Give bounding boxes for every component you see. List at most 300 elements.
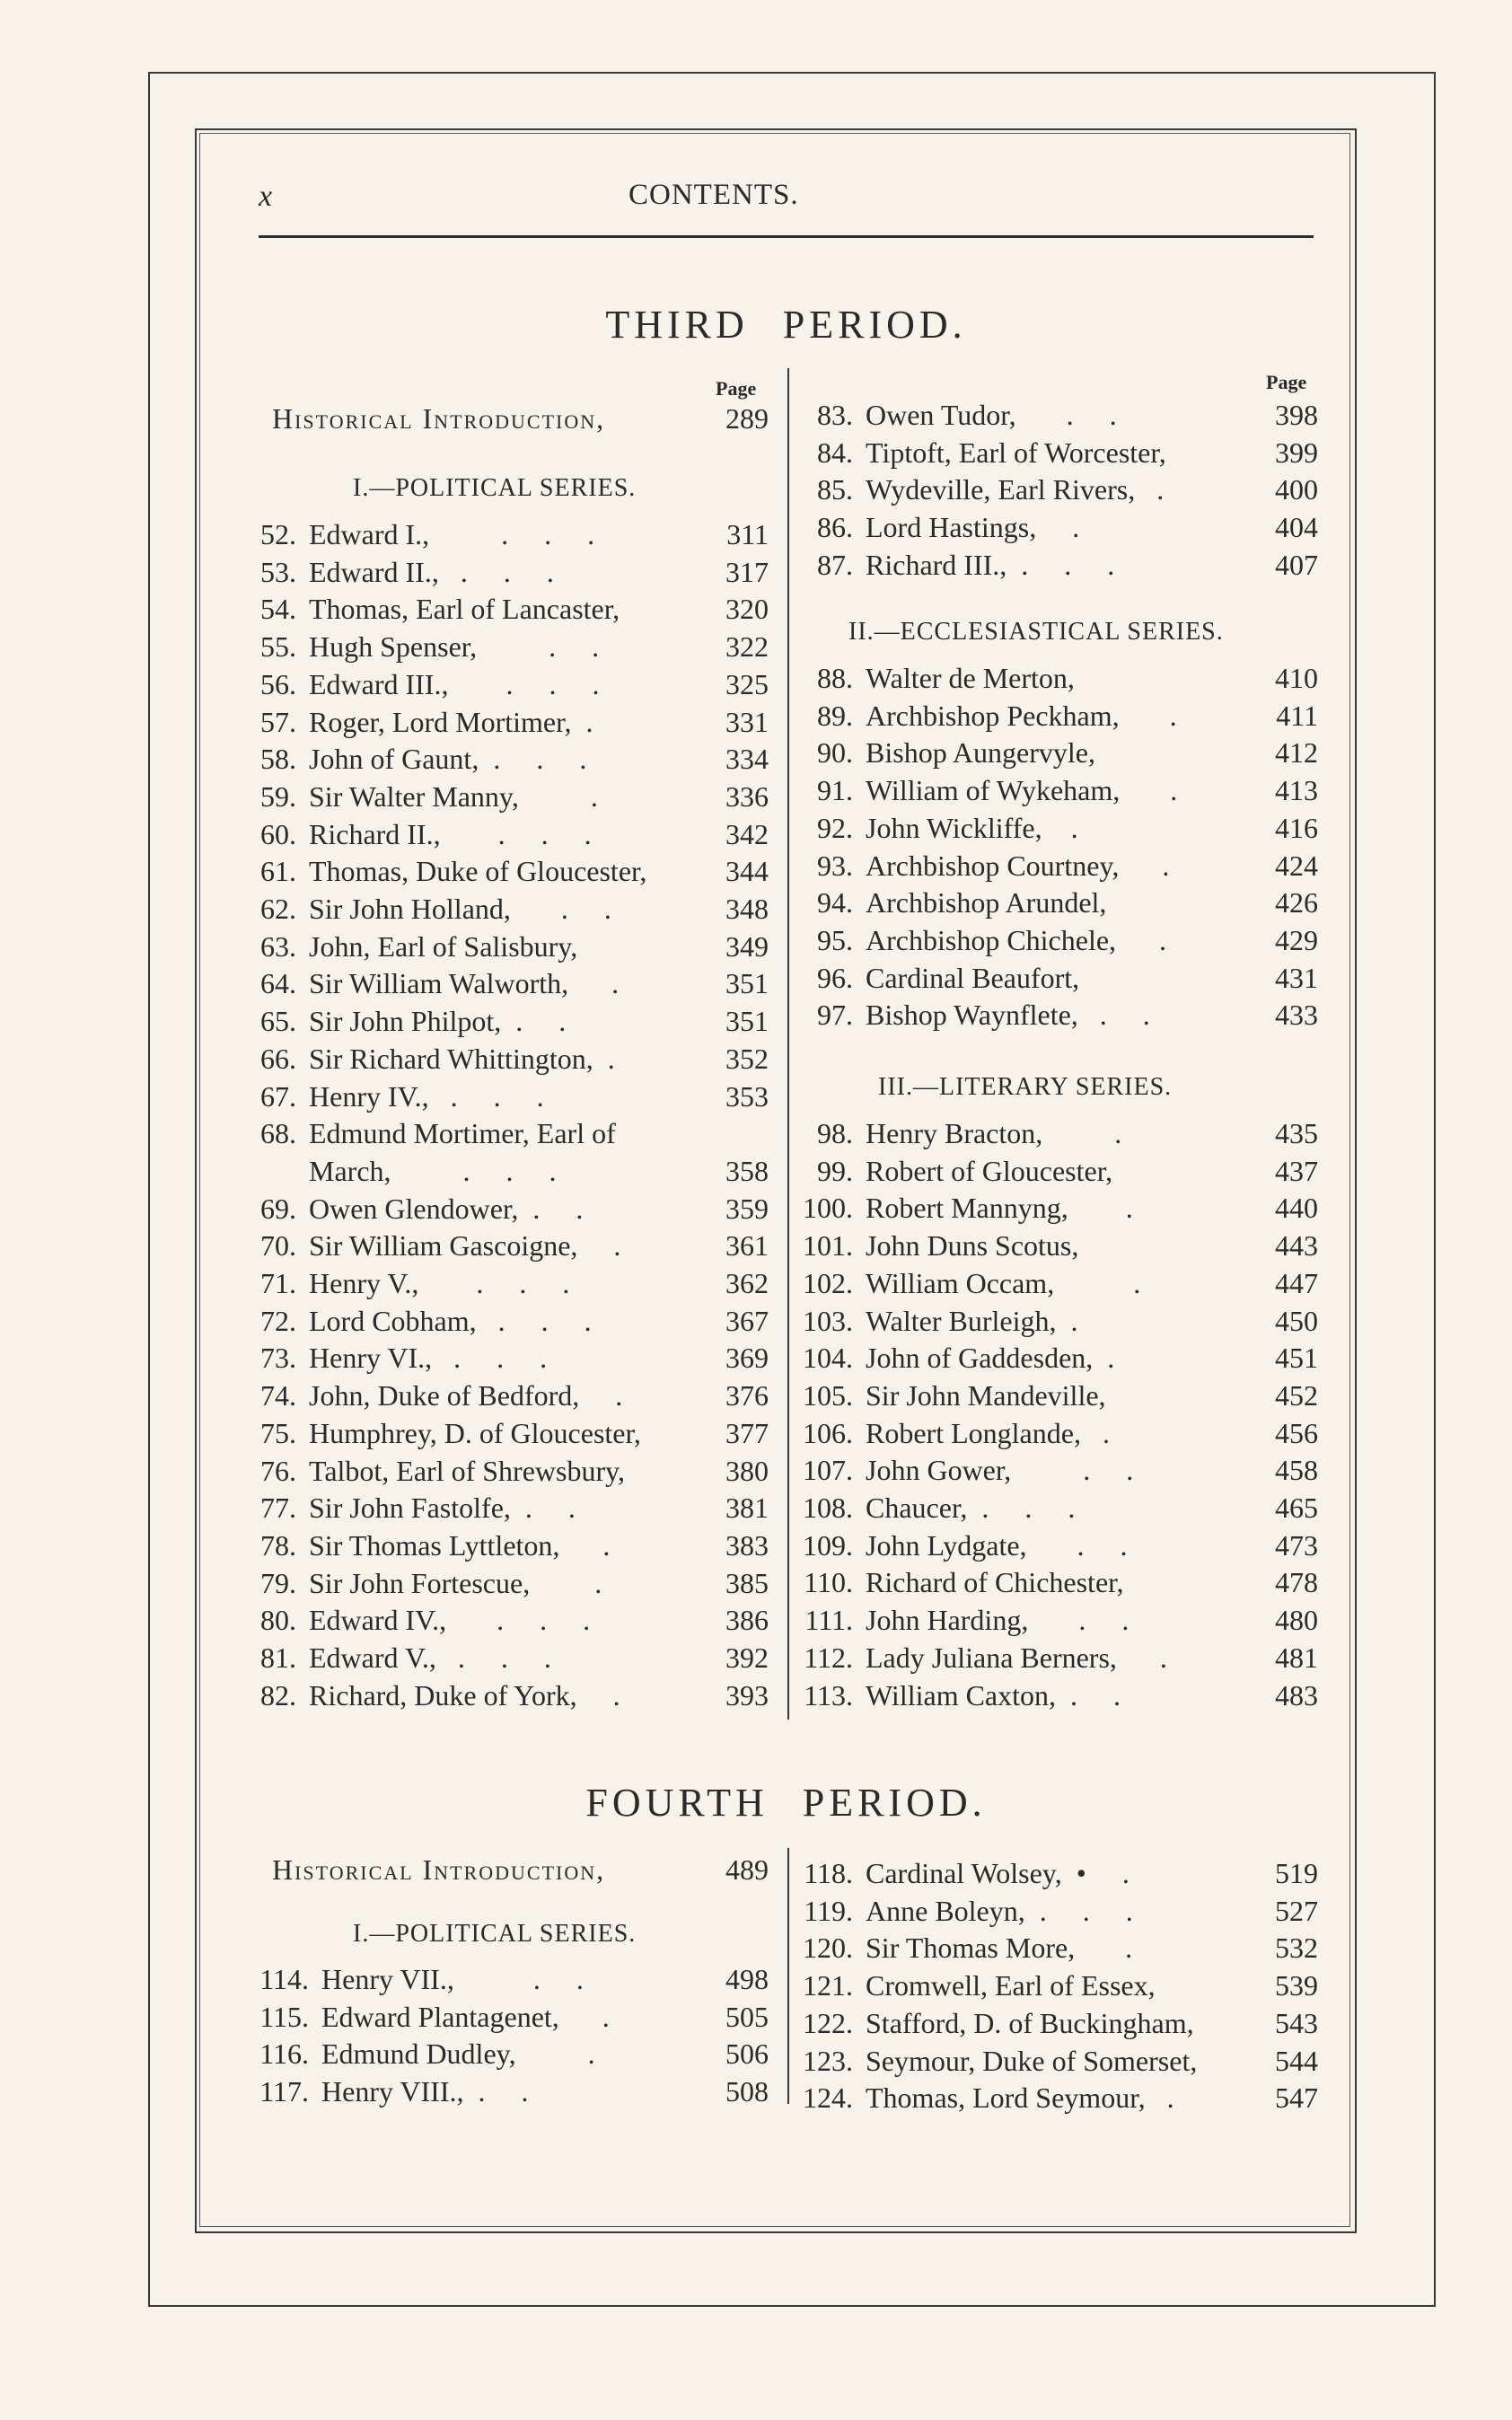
entry-page: 413 [1275, 774, 1318, 807]
entry-number: 79. [260, 1566, 296, 1599]
entry-title: Walter Burleigh, . [866, 1304, 1078, 1337]
entry-title: Stafford, D. of Buckingham, [866, 2006, 1194, 2039]
entry-page: 412 [1275, 736, 1318, 770]
entry-title: John Harding, . . [866, 1604, 1130, 1637]
toc-entry [253, 967, 769, 1005]
entry-number: 65. [260, 1005, 296, 1038]
entry-number: 93. [817, 849, 853, 882]
entry-number: 53. [260, 555, 296, 588]
entry-page: 483 [1275, 1678, 1318, 1712]
entry-number: 78. [260, 1528, 296, 1562]
toc-entry [796, 662, 1318, 700]
entry-title: Henry Bracton, . [866, 1117, 1122, 1149]
entry-page: 322 [725, 630, 769, 664]
entry-title: John, Earl of Salisbury, [309, 929, 578, 963]
toc-entry [253, 1641, 769, 1679]
entry-number: 109. [803, 1528, 853, 1562]
entry-page: 376 [725, 1379, 769, 1412]
entry-page: 527 [1275, 1894, 1318, 1927]
toc-entry [796, 962, 1318, 999]
toc-entry [796, 2007, 1318, 2045]
entry-number: 74. [260, 1379, 296, 1412]
toc-entry [253, 1155, 769, 1192]
toc-entry [253, 930, 769, 968]
toc-entry [796, 1895, 1318, 1932]
entry-number: 96. [817, 961, 853, 994]
toc-entry [796, 700, 1318, 737]
toc-entry [796, 999, 1318, 1036]
entry-number: 124. [803, 2081, 853, 2115]
entry-page: 334 [725, 743, 769, 776]
entry-page: 344 [725, 855, 769, 888]
entry-page: 407 [1275, 548, 1318, 581]
toc-entry [253, 630, 769, 668]
entry-number: 108. [803, 1492, 853, 1524]
entry-title: Archbishop Arundel, [866, 886, 1107, 920]
entry-title: Edward I., . . . [309, 518, 595, 550]
entry-number: 116. [259, 2037, 309, 2071]
entry-title: Sir John Fastolfe, . . [309, 1492, 576, 1525]
entry-title: William Occam, . [866, 1266, 1141, 1299]
entry-page: 383 [725, 1528, 769, 1562]
toc-entry [253, 1379, 769, 1417]
entry-page: 398 [1275, 399, 1318, 431]
toc-entry [253, 2001, 769, 2038]
entry-number: 73. [260, 1342, 296, 1375]
entry-number: 89. [817, 699, 853, 732]
entry-title: Robert of Gloucester, [866, 1154, 1113, 1187]
entry-page: 410 [1275, 662, 1318, 694]
toc-entry [796, 1155, 1318, 1192]
toc-entry [253, 2075, 769, 2113]
entry-number: 64. [260, 967, 296, 1000]
entry-number: 85. [817, 473, 853, 506]
entry-title: Edward III., . . . [309, 667, 600, 700]
entry-title: John Lydgate, . . [866, 1528, 1128, 1562]
fourth-intro [272, 1853, 769, 1887]
entry-page: 447 [1275, 1266, 1318, 1299]
toc-entry [796, 1492, 1318, 1529]
toc-entry [796, 1454, 1318, 1492]
entry-number: 102. [803, 1266, 853, 1299]
entry-number: 110. [804, 1566, 853, 1599]
toc-entry [796, 1969, 1318, 2007]
entry-title: Sir Thomas Lyttleton, . [309, 1528, 611, 1562]
entry-number: 58. [260, 743, 296, 776]
entry-page: 411 [1276, 699, 1318, 732]
entry-title: Lord Cobham, . . . [309, 1304, 592, 1337]
entry-page: 539 [1275, 1969, 1318, 2002]
entry-number: 56. [260, 667, 296, 700]
entry-page: 498 [725, 1963, 769, 1995]
entry-title: Robert Mannyng, . [866, 1192, 1133, 1225]
entry-page: 452 [1275, 1378, 1318, 1412]
entry-number: 83. [817, 399, 853, 431]
entry-title: John Gower, . . [866, 1454, 1134, 1487]
entry-page: 351 [725, 967, 769, 1000]
entry-page: 547 [1275, 2081, 1318, 2115]
toc-entry [253, 1080, 769, 1118]
toc-entry [253, 1192, 769, 1230]
toc-entry [253, 1117, 769, 1155]
entry-title: William Caxton, . . [866, 1678, 1121, 1712]
entry-page: 478 [1275, 1566, 1318, 1599]
entry-page: 519 [1275, 1857, 1318, 1889]
entry-page: 481 [1275, 1641, 1318, 1674]
toc-entry [253, 1679, 769, 1717]
toc-entry [796, 1117, 1318, 1155]
entry-title: Edmund Mortimer, Earl of [309, 1117, 616, 1150]
entry-number: 123. [803, 2044, 853, 2077]
entry-page: 381 [725, 1492, 769, 1525]
entry-title: Sir Thomas More, . [866, 1932, 1133, 1965]
toc-entry [253, 668, 769, 706]
entry-number: 117. [259, 2075, 309, 2108]
entry-title: Sir John Mandeville, [866, 1378, 1106, 1412]
entry-number: 106. [803, 1416, 853, 1449]
entry-title: Henry VII., . . [321, 1963, 584, 1995]
toc-entry [796, 924, 1318, 962]
toc-entry [796, 2081, 1318, 2119]
entry-number: 111. [804, 1604, 853, 1637]
fourth-intro-page: 489 [725, 1853, 769, 1886]
entry-title: Edward Plantagenet, . [321, 2000, 610, 2033]
entry-title: Hugh Spenser, . . [309, 630, 600, 664]
toc-entry [796, 886, 1318, 924]
entry-page: 400 [1275, 473, 1318, 506]
entry-title: Edward II., . . . [309, 555, 554, 588]
toc-entry [253, 1043, 769, 1080]
toc-entry [253, 556, 769, 594]
entry-number: 68. [260, 1117, 296, 1150]
entry-title: March, . . . [309, 1154, 557, 1187]
entry-number: 104. [803, 1342, 853, 1375]
entry-page: 440 [1275, 1192, 1318, 1225]
entry-number: 71. [260, 1267, 296, 1299]
toc-entry [796, 1566, 1318, 1604]
entry-title: Cardinal Wolsey, • . [866, 1857, 1130, 1889]
entry-page: 369 [725, 1342, 769, 1375]
entry-number: 70. [260, 1229, 296, 1263]
toc-entry [253, 518, 769, 556]
entry-page: 393 [725, 1678, 769, 1712]
entry-title: Tiptoft, Earl of Worcester, [866, 436, 1166, 469]
entry-page: 367 [725, 1304, 769, 1337]
entry-title: John of Gaddesden, . [866, 1342, 1115, 1375]
toc-entry [253, 743, 769, 780]
entry-title: John Wickliffe, . [866, 811, 1078, 844]
entry-title: Robert Longlande, . [866, 1416, 1110, 1449]
entry-number: 57. [260, 705, 296, 738]
entry-title: Chaucer, . . . [866, 1492, 1076, 1524]
entry-title: Richard II., . . . [309, 817, 592, 850]
toc-entry [796, 549, 1318, 586]
entry-title: William of Wykeham, . [866, 774, 1178, 807]
entry-page: 456 [1275, 1416, 1318, 1449]
entry-page: 352 [725, 1042, 769, 1075]
toc-entry [253, 818, 769, 856]
toc-entry [796, 436, 1318, 474]
entry-title: Seymour, Duke of Somerset, [866, 2044, 1198, 2077]
toc-entry [796, 473, 1318, 511]
toc-entry [253, 593, 769, 630]
entry-title: Henry V., . . . [309, 1267, 570, 1299]
toc-entry [796, 849, 1318, 887]
entry-number: 101. [803, 1229, 853, 1263]
toc-entry [796, 1529, 1318, 1567]
toc-entry [253, 1417, 769, 1455]
entry-title: Edward IV., . . . [309, 1604, 591, 1637]
entry-title: Cromwell, Earl of Essex, [866, 1969, 1156, 2002]
entry-title: Bishop Aungervyle, [866, 736, 1095, 770]
entry-number: 87. [817, 548, 853, 581]
entry-page: 311 [726, 518, 769, 550]
entry-title: Henry IV., . . . [309, 1079, 544, 1113]
entry-number: 90. [817, 736, 853, 770]
entry-title: Richard of Chichester, [866, 1566, 1124, 1599]
page-numeral: x [259, 180, 273, 213]
entry-number: 103. [803, 1304, 853, 1337]
entry-page: 377 [725, 1416, 769, 1449]
entry-page: 508 [725, 2075, 769, 2108]
entry-title: Archbishop Chichele, . [866, 923, 1167, 956]
toc-entry [253, 1604, 769, 1641]
toc-entry [253, 1342, 769, 1379]
intro-page: 289 [725, 402, 769, 435]
toc-entry [253, 1963, 769, 2001]
entry-page: 361 [725, 1229, 769, 1263]
entry-page: 473 [1275, 1528, 1318, 1562]
entry-page: 336 [725, 779, 769, 813]
entry-title: Richard, Duke of York, . [309, 1678, 620, 1712]
entry-number: 118. [804, 1857, 853, 1889]
toc-entry [253, 855, 769, 893]
entry-number: 114. [259, 1963, 309, 1995]
entry-title: Talbot, Earl of Shrewsbury, [309, 1454, 626, 1487]
entry-page: 362 [725, 1267, 769, 1299]
entry-title: Sir John Holland, . . [309, 893, 611, 925]
entry-page: 399 [1275, 436, 1318, 469]
entry-number: 81. [260, 1641, 296, 1674]
entry-title: Edmund Dudley, . [321, 2037, 595, 2071]
entry-title: Thomas, Lord Seymour, . [866, 2081, 1174, 2115]
entry-number: 91. [817, 774, 853, 807]
fourth-intro-label: Historical Introduction, [272, 1853, 606, 1886]
entry-number: 86. [817, 511, 853, 544]
toc-entry [796, 1679, 1318, 1717]
entry-page: 435 [1275, 1117, 1318, 1149]
toc-entry [253, 1229, 769, 1267]
entry-number: 94. [817, 886, 853, 920]
entry-title: Humphrey, D. of Gloucester, [309, 1416, 641, 1449]
entry-title: Henry VIII., . . [321, 2075, 529, 2108]
toc-entry [796, 736, 1318, 774]
entry-title: Owen Tudor, . . [866, 399, 1117, 431]
entry-title: Sir William Walworth, . [309, 967, 620, 1000]
toc-entry [253, 780, 769, 818]
toc-entry [253, 1267, 769, 1305]
entry-page: 451 [1275, 1342, 1318, 1375]
entry-number: 84. [817, 436, 853, 469]
entry-title: Sir Walter Manny, . [309, 779, 598, 813]
page-label-left: Page [716, 377, 757, 400]
entry-title: John of Gaunt, . . . [309, 743, 587, 776]
entry-page: 480 [1275, 1604, 1318, 1637]
entry-page: 544 [1275, 2044, 1318, 2077]
entry-title: Lady Juliana Berners, . [866, 1641, 1167, 1674]
entry-title: Archbishop Courtney, . [866, 849, 1170, 882]
entry-page: 331 [725, 705, 769, 738]
entry-page: 380 [725, 1454, 769, 1487]
entry-page: 325 [725, 667, 769, 700]
entry-number: 80. [260, 1604, 296, 1637]
entry-number: 67. [260, 1079, 296, 1113]
toc-entry [796, 1192, 1318, 1229]
toc-entry [796, 1379, 1318, 1417]
entry-number: 59. [260, 779, 296, 813]
entry-page: 404 [1275, 511, 1318, 544]
toc-entry [796, 511, 1318, 549]
toc-entry [796, 1932, 1318, 1969]
third-intro [272, 402, 769, 436]
intro-label: Historical Introduction, [272, 402, 606, 435]
entry-page: 386 [725, 1604, 769, 1637]
toc-entry [796, 1229, 1318, 1267]
column-divider-fourth [787, 1848, 789, 2104]
toc-entry [796, 2045, 1318, 2082]
entry-number: 99. [817, 1154, 853, 1187]
entry-number: 82. [260, 1678, 296, 1712]
entry-page: 433 [1275, 999, 1318, 1032]
entry-number: 60. [260, 817, 296, 850]
entry-title: John, Duke of Bedford, . [309, 1379, 623, 1412]
entry-number: 113. [804, 1678, 853, 1712]
entry-title: Walter de Merton, [866, 662, 1075, 694]
entry-number: 66. [260, 1042, 296, 1075]
entry-page: 431 [1275, 961, 1318, 994]
toc-entry [796, 399, 1318, 436]
entry-number: 75. [260, 1416, 296, 1449]
header-rule [259, 235, 1314, 238]
toc-entry [796, 1604, 1318, 1641]
entry-number: 98. [817, 1117, 853, 1149]
entry-page: 348 [725, 893, 769, 925]
entry-title: Anne Boleyn, . . . [866, 1894, 1133, 1927]
entry-title: Lord Hastings, . [866, 511, 1080, 544]
entry-title: Wydeville, Earl Rivers, . [866, 473, 1165, 506]
entry-page: 320 [725, 593, 769, 626]
entry-title: Sir John Philpot, . . [309, 1005, 567, 1038]
entry-number: 54. [260, 593, 296, 626]
toc-entry [796, 774, 1318, 812]
entry-title: Bishop Waynflete, . . [866, 999, 1150, 1032]
running-title: CONTENTS. [629, 179, 799, 211]
toc-entry [796, 1305, 1318, 1342]
entry-title: Sir John Fortescue, . [309, 1566, 602, 1599]
entry-page: 392 [725, 1641, 769, 1674]
entry-number: 97. [817, 999, 853, 1032]
entry-title: Cardinal Beaufort, [866, 961, 1080, 994]
entry-number: 122. [803, 2006, 853, 2039]
entry-number: 120. [803, 1932, 853, 1965]
toc-entry [796, 1342, 1318, 1379]
entry-number: 76. [260, 1454, 296, 1487]
entry-number: 88. [817, 662, 853, 694]
entry-page: 385 [725, 1566, 769, 1599]
column-divider [787, 368, 789, 1720]
entry-page: 317 [725, 555, 769, 588]
entry-title: Edward V., . . . [309, 1641, 551, 1674]
toc-entry [253, 1567, 769, 1605]
entry-page: 353 [725, 1079, 769, 1113]
entry-number: 55. [260, 630, 296, 664]
entry-page: 359 [725, 1192, 769, 1225]
entry-page: 458 [1275, 1454, 1318, 1487]
entry-number: 121. [803, 1969, 853, 2002]
toc-entry [253, 1005, 769, 1043]
toc-entry [253, 1492, 769, 1529]
entry-title: Sir William Gascoigne, . [309, 1229, 621, 1263]
entry-number: 63. [260, 929, 296, 963]
entry-number: 100. [803, 1192, 853, 1225]
entry-number: 61. [260, 855, 296, 888]
entry-title: Sir Richard Whittington, . [309, 1042, 615, 1075]
entry-page: 443 [1275, 1229, 1318, 1263]
entry-page: 450 [1275, 1304, 1318, 1337]
toc-entry [253, 706, 769, 744]
toc-entry [796, 812, 1318, 849]
third-period-title: THIRD PERIOD. [605, 303, 967, 347]
entry-page: 424 [1275, 849, 1318, 882]
toc-entry [253, 893, 769, 930]
toc-entry [796, 1857, 1318, 1895]
entry-page: 429 [1275, 923, 1318, 956]
entry-title: Roger, Lord Mortimer, . [309, 705, 593, 738]
entry-page: 465 [1275, 1492, 1318, 1524]
entry-page: 426 [1275, 886, 1318, 920]
entry-page: 342 [725, 817, 769, 850]
literary-heading: III.—LITERARY SERIES. [878, 1073, 1173, 1101]
entry-page: 532 [1275, 1932, 1318, 1965]
toc-entry [253, 1305, 769, 1342]
entry-number: 92. [817, 811, 853, 844]
entry-number: 115. [259, 2000, 309, 2033]
toc-entry [796, 1267, 1318, 1305]
entry-title: Thomas, Duke of Gloucester, [309, 855, 647, 888]
fourth-period-title: FOURTH PERIOD. [585, 1781, 987, 1825]
entry-number: 107. [803, 1454, 853, 1487]
entry-number: 69. [260, 1192, 296, 1225]
entry-number: 95. [817, 923, 853, 956]
entry-title: John Duns Scotus, [866, 1229, 1079, 1263]
entry-number: 112. [804, 1641, 853, 1674]
entry-title: Richard III., . . . [866, 548, 1115, 581]
entry-page: 351 [725, 1005, 769, 1038]
entry-number: 77. [260, 1492, 296, 1525]
entry-number: 119. [804, 1894, 853, 1927]
third-political-heading: I.—POLITICAL SERIES. [353, 474, 637, 502]
entry-number: 52. [260, 518, 296, 550]
page-label-right: Page [1266, 371, 1307, 393]
entry-page: 416 [1275, 811, 1318, 844]
toc-entry [253, 2037, 769, 2075]
entry-title: Owen Glendower, . . [309, 1192, 584, 1225]
entry-number: 62. [260, 893, 296, 925]
entry-title: Henry VI., . . . [309, 1342, 548, 1375]
toc-entry [796, 1417, 1318, 1455]
entry-page: 543 [1275, 2006, 1318, 2039]
fourth-political-heading: I.—POLITICAL SERIES. [353, 1920, 637, 1948]
